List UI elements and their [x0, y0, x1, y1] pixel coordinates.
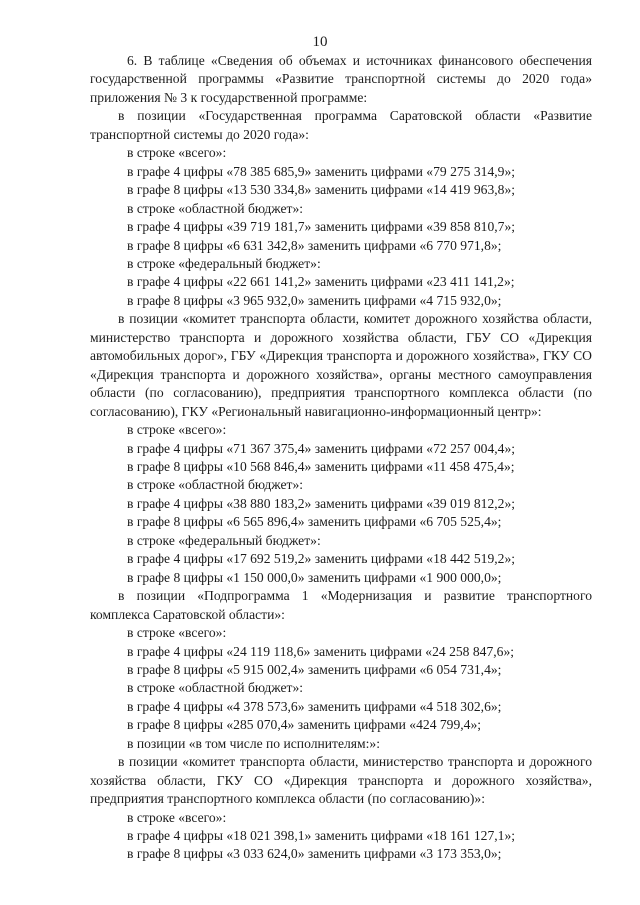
row-heading: в строке «федеральный бюджет»:	[127, 255, 321, 271]
column-change: в графе 8 цифры «13 530 334,8» заменить цифрами «14 419 963,8»;	[127, 182, 516, 198]
position-title: в позиции «в том числе по исполнителям:»:	[127, 735, 380, 751]
page-number: 10	[312, 34, 328, 50]
row-heading: в строке «областной бюджет»:	[127, 200, 304, 216]
column-change: в графе 8 цифры «6 565 896,4» заменить цифрами «6 705 525,4»;	[127, 514, 502, 530]
position-title: в позиции «Государственная программа Саратовской области «Развитие транспортной системы до 2020 года»:	[90, 108, 592, 142]
column-change: в графе 4 цифры «17 692 519,2» заменить цифрами «18 442 519,2»;	[127, 551, 516, 567]
row-heading: в строке «всего»:	[127, 145, 227, 161]
item-6-intro: 6. В таблице «Сведения об объемах и источниках финансового обеспечения государственной программы «Развитие транспортной системы до 2020 года» приложения № 3 к государственной программе:	[90, 53, 592, 105]
row-heading: в строке «всего»:	[127, 422, 227, 438]
position-title: в позиции «комитет транспорта области, комитет дорожного хозяйства области, министерство транспорта и дорожного хозяйства области, ГБУ СО «Дирекция автомобильных дорог», ГБУ «Дирекция транспорта и дорожного хозяйства», ГКУ СО «Дирекция транспорта и дорожного хозяйства», органы местного самоуправления области (по согласованию), предприятия транспортного комплекса области (по согласованию), ГКУ «Региональный навигационно-информационный центр»:	[90, 311, 592, 419]
column-change: в графе 8 цифры «285 070,4» заменить цифрами «424 799,4»;	[127, 717, 482, 733]
column-change: в графе 8 цифры «5 915 002,4» заменить цифрами «6 054 731,4»;	[127, 661, 502, 677]
column-change: в графе 4 цифры «22 661 141,2» заменить цифрами «23 411 141,2»;	[127, 274, 515, 290]
position-title: в позиции «Подпрограмма 1 «Модернизация и развитие транспортного комплекса Саратовской области»:	[90, 588, 592, 622]
column-change: в графе 4 цифры «39 719 181,7» заменить цифрами «39 858 810,7»;	[127, 219, 516, 235]
column-change: в графе 4 цифры «78 385 685,9» заменить цифрами «79 275 314,9»;	[127, 163, 516, 179]
row-heading: в строке «областной бюджет»:	[127, 680, 304, 696]
row-heading: в строке «всего»:	[127, 625, 227, 641]
column-change: в графе 4 цифры «24 119 118,6» заменить цифрами «24 258 847,6»;	[127, 643, 515, 659]
column-change: в графе 4 цифры «71 367 375,4» заменить цифрами «72 257 004,4»;	[127, 440, 516, 456]
column-change: в графе 4 цифры «4 378 573,6» заменить цифрами «4 518 302,6»;	[127, 698, 502, 714]
position-title: в позиции «комитет транспорта области, министерство транспорта и дорожного хозяйства области, ГКУ СО «Дирекция транспорта и дорожного хозяйства», предприятия транспортного комплекса области (по согласованию)»:	[90, 754, 592, 807]
column-change: в графе 4 цифры «38 880 183,2» заменить цифрами «39 019 812,2»;	[127, 495, 516, 511]
document-body	[90, 52, 592, 864]
column-change: в графе 8 цифры «3 033 624,0» заменить цифрами «3 173 353,0»;	[127, 846, 502, 862]
row-heading: в строке «областной бюджет»:	[127, 477, 304, 493]
column-change: в графе 8 цифры «3 965 932,0» заменить цифрами «4 715 932,0»;	[127, 292, 502, 308]
row-heading: в строке «федеральный бюджет»:	[127, 532, 321, 548]
column-change: в графе 8 цифры «6 631 342,8» заменить цифрами «6 770 971,8»;	[127, 237, 502, 253]
column-change: в графе 4 цифры «18 021 398,1» заменить цифрами «18 161 127,1»;	[127, 828, 516, 844]
column-change: в графе 8 цифры «1 150 000,0» заменить цифрами «1 900 000,0»;	[127, 569, 502, 585]
column-change: в графе 8 цифры «10 568 846,4» заменить цифрами «11 458 475,4»;	[127, 458, 515, 474]
row-heading: в строке «всего»:	[127, 809, 227, 825]
